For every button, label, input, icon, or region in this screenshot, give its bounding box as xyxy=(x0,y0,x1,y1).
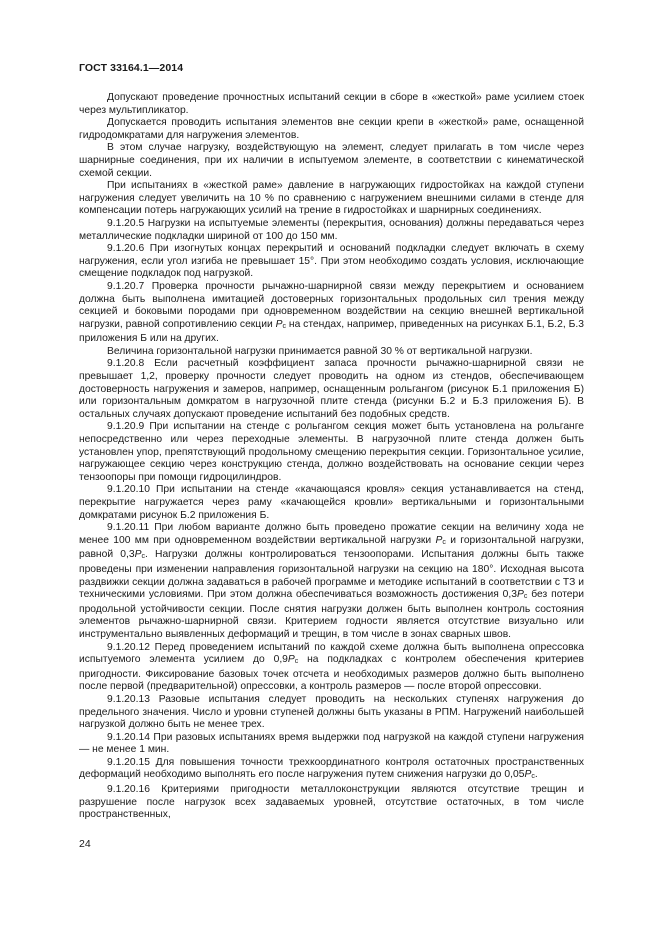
paragraph: Допускается проводить испытания элементов вне секции крепи в «жесткой» раме, оснащенной гидродомкратами для нагружения элементов. xyxy=(79,117,584,141)
paragraph: 9.1.20.5 Нагрузки на испытуемые элементы (перекрытия, основания) должны передаваться через металлические подкладки шириной от 100 до 150 мм. xyxy=(79,217,584,242)
paragraph: 9.1.20.6 При изогнутых концах перекрытий и оснований подкладки следует включать в схему нагружения, если угол изгиба не превышает 15°. При этом необходимо создать условия, исключающие смещение подкладок под нагрузкой. xyxy=(79,243,584,280)
page-number: 24 xyxy=(79,838,91,850)
paragraph: 9.1.20.13 Разовые испытания следует проводить на нескольких ступенях нагружения до предельного значения. Число и уровни ступеней должны быть указаны в РПМ. Нагружений наибольшей нагрузкой должно быть не менее трех. xyxy=(79,693,584,731)
paragraph: 9.1.20.15 Для повышения точности трехкоординатного контроля остаточных пространственных деформаций необходимо выполнять его после нагружения путем снижения нагрузки до 0,05Pс. xyxy=(79,756,584,781)
document-body xyxy=(79,92,584,822)
paragraph: В этом случае нагрузку, воздействующую на элемент, следует прилагать в том числе через шарнирные соединения, при их наличии в испытуемом элементе, в соответствии с кинематической схемой секции. xyxy=(79,142,584,179)
paragraph: 9.1.20.7 Проверка прочности рычажно-шарнирной связи между перекрытием и основанием должна быть выполнена имитацией достоверных горизонтальных продольных сил трения между секцией и боковыми породами при одновременном воздействии на секцию внешней вертикальной нагрузки, равной сопротивлению секции Pс на стендах, например, приведенных на рисунках Б.1, Б.2, Б.3 приложения Б или на других. xyxy=(79,280,584,345)
paragraph: Допускают проведение прочностных испытаний секции в сборе в «жесткой» раме усилием стоек через мультипликатор. xyxy=(79,92,584,116)
paragraph: 9.1.20.12 Перед проведением испытаний по каждой схеме должна быть выполнена опрессовка испытуемого элемента усилием до 0,9Pс на подкладках с контролем обеспечения критериев пригодности. Фиксирование базовых точек отсчета и необходимых размеров должно быть выполнено после первой (предварительной) опрессовки, а контроль размеров — после второй опрессовки. xyxy=(79,641,584,693)
paragraph: При испытаниях в «жесткой раме» давление в нагружающих гидростойках на каждой ступени нагружения следует увеличить на 10 % по сравнению с нагружением внешними силами в стенде для компенсации потерь нагружающих усилий на трение в гидростойках и шарнирных соединениях. xyxy=(79,180,584,217)
paragraph: 9.1.20.11 При любом варианте должно быть проведено прожатие секции на величину хода не менее 100 мм при одновременном воздействии вертикальной нагрузки Pс и горизонтальной нагрузки, равной 0,3Pс. Нагрузки должны контролироваться тензоопорами. Испытания должны быть также проведены при изменении направления горизонтальной нагрузки на секцию на 180°. Исходная высота раздвижки секции должна задаваться в рабочей программе и методике испытаний в соответствии с ТЗ и техническими условиями. При этом должна обеспечиваться возможность достижения 0,3Pс без потери продольной устойчивости секции. После снятия нагрузки должен быть выполнен контроль состояния элементов рычажно-шарнирной связи. Критерием годности является отсутствие визуально или инструментально выявленных деформаций и трещин, в том числе в зонах сварных швов. xyxy=(79,522,585,640)
paragraph: 9.1.20.9 При испытании на стенде с рольгангом секция может быть установлена на рольганге непосредственно или через переходные элементы. В нагрузочной плите стенда должен быть установлен упор, препятствующий продольному смещению перекрытия секции. Горизонтальное усилие, нагружающее секцию через конструкцию стенда, должно воздействовать на основание секции через тензоопоры при помощи гидроцилиндров. xyxy=(79,421,584,483)
paragraph: 9.1.20.16 Критериями пригодности металлоконструкции являются отсутствие трещин и разрушение после нагрузок всех задаваемых уровней, отсутствие остаточных, в том числе пространственных, xyxy=(79,784,584,821)
paragraph: 9.1.20.14 При разовых испытаниях время выдержки под нагрузкой на каждой ступени нагружения — не менее 1 мин. xyxy=(79,731,584,756)
page-header-title: ГОСТ 33164.1—2014 xyxy=(79,62,184,74)
paragraph: 9.1.20.10 При испытании на стенде «качающаяся кровля» секция устанавливается на стенд, перекрытие нагружается через раму «качающейся кровли» вертикальными и горизонтальными домкратами рисунок Б.2 приложения Б. xyxy=(79,484,584,521)
paragraph: Величина горизонтальной нагрузки принимается равной 30 % от вертикальной нагрузки. xyxy=(107,345,533,357)
paragraph: 9.1.20.8 Если расчетный коэффициент запаса прочности рычажно-шарнирной связи не превышает 1,2, проверку прочности следует проводить на одном из стендов, обеспечивающем достоверность нагружения и замеров, например, оснащенным рольгангом (рисунок Б.1 приложения Б) или горизонтальным домкратом в нагрузочной плите стенда (рисунки Б.2 и Б.3 приложения Б). В остальных случаях допускают проведение испытаний без подобных средств. xyxy=(79,358,584,420)
